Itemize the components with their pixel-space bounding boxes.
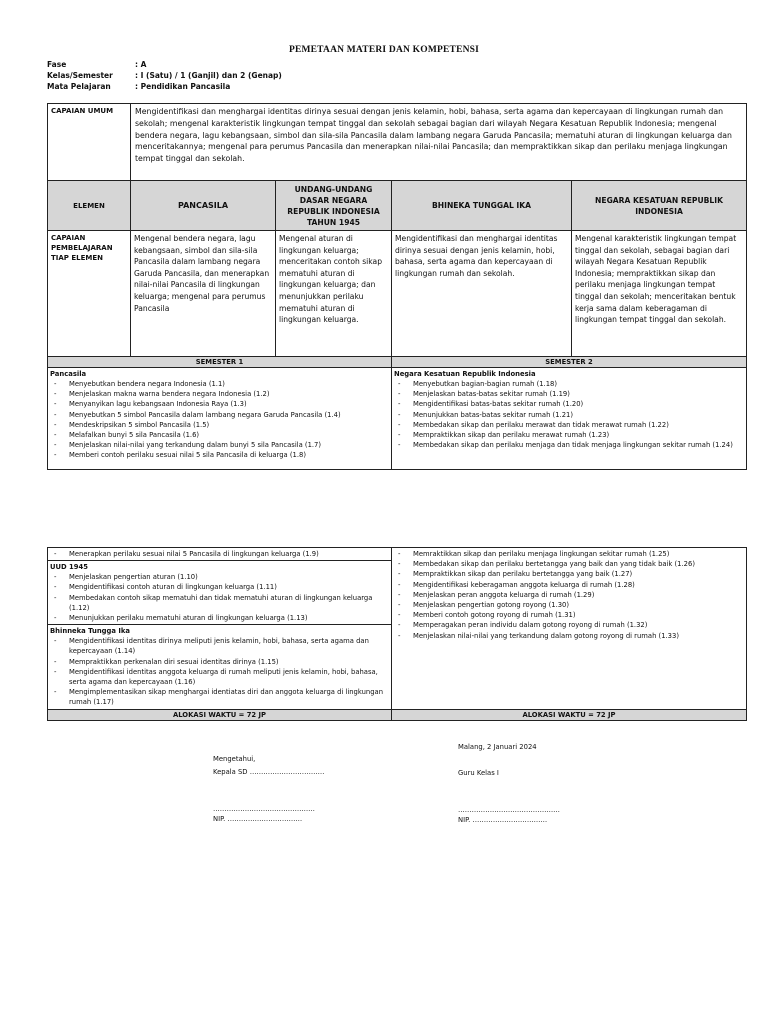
meta-row-fase bbox=[47, 59, 282, 70]
list-item: - Mengidentifikasi identitas dirinya meliputi jenis kelamin, hobi, bahasa, serta agama dan kepercayaan (1.14) bbox=[50, 636, 389, 656]
elemen-label: ELEMEN bbox=[48, 181, 131, 231]
list-item: - Mempraktikkan sikap dan perilaku merawat rumah (1.23) bbox=[394, 430, 744, 440]
list-item: - Memperagakan peran individu dalam gotong royong di rumah (1.32) bbox=[394, 620, 744, 630]
signature-acknowledge: Mengetahui, bbox=[213, 755, 256, 763]
section-title-pancasila: Pancasila bbox=[50, 370, 87, 378]
list-item: - Mendeskripsikan 5 simbol Pancasila (1.5) bbox=[50, 420, 389, 430]
semester-header-row bbox=[48, 357, 747, 368]
list-item: - Memberi contoh gotong royong di rumah (1.31) bbox=[394, 610, 744, 620]
semester1-continued bbox=[48, 548, 391, 560]
section-title-uud: UUD 1945 bbox=[50, 563, 88, 572]
semester1-header: SEMESTER 1 bbox=[48, 357, 392, 368]
list-item: - Memberi contoh perilaku sesuai nilai 5 sila Pancasila di keluarga (1.8) bbox=[50, 450, 389, 460]
semester1-alokasi: ALOKASI WAKTU = 72 JP bbox=[48, 709, 392, 720]
page-title: PEMETAAN MATERI DAN KOMPETENSI bbox=[288, 45, 480, 55]
list-item: - Mempraktikkan perkenalan diri sesuai identitas dirinya (1.15) bbox=[50, 657, 389, 667]
pancasila-list bbox=[50, 379, 389, 461]
meta-value: : I (Satu) / 1 (Ganjil) dan 2 (Genap) bbox=[135, 71, 282, 80]
meta-key: Mata Pelajaran bbox=[47, 82, 111, 91]
capaian-elemen-pancasila: Mengenal bendera negara, lagu kebangsaan, simbol dan sila-sila Pancasila dalam lambang negara Garuda Pancasila, dan menerapkan nilai-nilai Pancasila di lingkungan keluarga; mengenal para perumus Pancasila bbox=[131, 231, 276, 357]
capaian-umum-text: Mengidentifikasi dan menghargai identitas dirinya sesuai dengan jenis kelamin, hobi, bahasa, serta agama dan kepercayaan di lingkungan rumah dan sekolah; mengenal karakteristik lingkungan tempat tinggal dan sekolah sebagai bagian dari wilayah Negara Kesatuan Republik Indonesia; mengenal bendera negara, lagu kebangsaan, simbol dan sila-sila Pancasila dalam lambang negara Garuda Pancasila; mematuhi aturan di lingkungan keluarga dan menceritakannya; mengenal para perumus Pancasila dan menerapkan nilai-nilai Pancasila; dan mempraktikkan sikap dan perilaku menjaga lingkungan tempat tinggal dan sekolah. bbox=[131, 104, 747, 181]
bti-section bbox=[48, 624, 391, 708]
list-item: - Membedakan sikap dan perilaku merawat dan tidak merawat rumah (1.22) bbox=[394, 420, 744, 430]
list-item: - Menyebutkan 5 simbol Pancasila dalam lambang negara Garuda Pancasila (1.4) bbox=[50, 410, 389, 420]
list-item: - Mengidentifikasi batas-batas sekitar rumah (1.20) bbox=[394, 399, 744, 409]
capaian-elemen-bhineka: Mengidentifikasi dan menghargai identitas dirinya sesuai dengan jenis kelamin, hobi, bahasa, serta agama dan kepercayaan di lingkungan rumah dan sekolah. bbox=[392, 231, 572, 357]
list-item: - Mempraktikkan sikap dan perilaku bertetangga yang baik (1.27) bbox=[394, 569, 744, 579]
meta-key: Fase bbox=[47, 60, 67, 69]
signature-right bbox=[458, 741, 560, 827]
uud-section bbox=[48, 560, 391, 624]
signature-nip: NIP. …………………………… bbox=[458, 816, 548, 824]
nkri-list bbox=[394, 379, 744, 450]
signature-left bbox=[213, 753, 324, 826]
list-item: - Menjelaskan batas-batas sekitar rumah (1.19) bbox=[394, 389, 744, 399]
list-item: - Menjelaskan nilai-nilai yang terkandung dalam gotong royong di rumah (1.33) bbox=[394, 631, 744, 641]
semester-table-page1 bbox=[47, 356, 747, 470]
list-item: - Menyanyikan lagu kebangsaan Indonesia Raya (1.3) bbox=[50, 399, 389, 409]
list-item: - Menyebutkan bagian-bagian rumah (1.18) bbox=[394, 379, 744, 389]
section-title-bti: Bhinneka Tungga Ika bbox=[50, 627, 130, 636]
list-item: - Membedakan sikap dan perilaku menjaga dan tidak menjaga lingkungan sekitar rumah (1.24) bbox=[394, 440, 744, 450]
section-title-nkri: Negara Kesatuan Republik Indonesia bbox=[394, 370, 536, 378]
semester2-content bbox=[392, 368, 747, 470]
bti-list bbox=[50, 636, 389, 707]
capaian-umum-label: CAPAIAN UMUM bbox=[48, 104, 131, 181]
meta-row-kelas bbox=[47, 70, 282, 81]
list-item: - Melafalkan bunyi 5 sila Pancasila (1.6) bbox=[50, 430, 389, 440]
list-item: - Menjelaskan makna warna bendera negara Indonesia (1.2) bbox=[50, 389, 389, 399]
capaian-elemen-uud: Mengenal aturan di lingkungan keluarga; menceritakan contoh sikap mematuhi aturan di lingkungan keluarga; dan menunjukkan perilaku mematuhi aturan di lingkungan keluarga. bbox=[276, 231, 392, 357]
semester2-content-2 bbox=[392, 548, 747, 710]
list-item: - Menyebutkan bendera negara Indonesia (1.1) bbox=[50, 379, 389, 389]
list-item: - Membedakan contoh sikap mematuhi dan tidak mematuhi aturan di lingkungan keluarga (1.12) bbox=[50, 593, 389, 613]
meta-value: : A bbox=[135, 60, 147, 69]
meta-key: Kelas/Semester bbox=[47, 71, 113, 80]
signature-name-line: ……………………………………… bbox=[213, 805, 315, 813]
list-item: - Memraktikkan sikap dan perilaku menjaga lingkungan sekitar rumah (1.25) bbox=[394, 549, 744, 559]
alokasi-row bbox=[48, 709, 747, 720]
capaian-umum-row bbox=[48, 104, 747, 181]
list-item: - Mengidentifikasi keberagaman anggota keluarga di rumah (1.28) bbox=[394, 580, 744, 590]
pancasila-list-continued bbox=[50, 549, 389, 559]
list-item: - Menunjukkan perilaku mematuhi aturan di lingkungan keluarga (1.13) bbox=[50, 613, 389, 623]
meta-row-mapel bbox=[47, 81, 282, 92]
signature-teacher-role: Guru Kelas I bbox=[458, 769, 499, 777]
nkri-list-continued bbox=[394, 549, 744, 641]
signature-space bbox=[213, 779, 324, 805]
meta-value: : Pendidikan Pancasila bbox=[135, 82, 231, 91]
list-item: - Mengidentifikasi contoh aturan di lingkungan keluarga (1.11) bbox=[50, 582, 389, 592]
list-item: - Mengidentifikasi identitas anggota keluarga di rumah meliputi jenis kelamin, hobi, bahasa, serta agama dan kepercayaan (1.16) bbox=[50, 667, 389, 687]
list-item: - Menjelaskan peran anggota keluarga di rumah (1.29) bbox=[394, 590, 744, 600]
document-meta bbox=[47, 59, 282, 92]
signature-nip: NIP. …………………………… bbox=[213, 815, 303, 823]
semester-content-row bbox=[48, 368, 747, 470]
semester1-content-2 bbox=[48, 548, 392, 710]
semester-content-row-2 bbox=[48, 548, 747, 710]
list-item: - Menjelaskan pengertian gotong royong (1.30) bbox=[394, 600, 744, 610]
capaian-elemen-label: CAPAIAN PEMBELAJARAN TIAP ELEMEN bbox=[48, 231, 131, 357]
elemen-col-uud: UNDANG-UNDANG DASAR NEGARA REPUBLIK INDONESIA TAHUN 1945 bbox=[276, 181, 392, 231]
elemen-col-pancasila: PANCASILA bbox=[131, 181, 276, 231]
list-item: - Mengimplementasikan sikap menghargai identiatas diri dan anggota keluarga di lingkungan rumah (1.17) bbox=[50, 687, 389, 707]
semester1-content bbox=[48, 368, 392, 470]
signature-spacer bbox=[458, 754, 560, 767]
elemen-col-nkri: NEGARA KESATUAN REPUBLIK INDONESIA bbox=[572, 181, 747, 231]
capaian-elemen-nkri: Mengenal karakteristik lingkungan tempat tinggal dan sekolah, sebagai bagian dari wilayah Negara Kesatuan Republik Indonesia; mempraktikkan sikap dan perilaku menjaga lingkungan tempat tinggal dan sekolah; menceritakan bentuk kerja sama dalam keberagaman di lingkungan tempat tinggal dan sekolah. bbox=[572, 231, 747, 357]
list-item: - Menjelaskan nilai-nilai yang terkandung dalam bunyi 5 sila Pancasila (1.7) bbox=[50, 440, 389, 450]
list-item: - Menerapkan perilaku sesuai nilai 5 Pancasila di lingkungan keluarga (1.9) bbox=[50, 549, 389, 559]
elemen-header-row bbox=[48, 181, 747, 231]
list-item: - Membedakan sikap dan perilaku bertetangga yang baik dan yang tidak baik (1.26) bbox=[394, 559, 744, 569]
competency-table bbox=[47, 103, 747, 357]
signature-name-line: ……………………………………… bbox=[458, 806, 560, 814]
uud-list bbox=[50, 572, 389, 623]
semester-table-page2 bbox=[47, 547, 747, 721]
semester2-alokasi: ALOKASI WAKTU = 72 JP bbox=[392, 709, 747, 720]
signature-date: Malang, 2 Januari 2024 bbox=[458, 743, 537, 751]
list-item: - Menjelaskan pengertian aturan (1.10) bbox=[50, 572, 389, 582]
capaian-elemen-row bbox=[48, 231, 747, 357]
semester2-header: SEMESTER 2 bbox=[392, 357, 747, 368]
signature-principal-role: Kepala SD …………………………… bbox=[213, 768, 325, 776]
list-item: - Menunjukkan batas-batas sekitar rumah (1.21) bbox=[394, 410, 744, 420]
elemen-col-bhineka: BHINEKA TUNGGAL IKA bbox=[392, 181, 572, 231]
signature-space bbox=[458, 780, 560, 806]
